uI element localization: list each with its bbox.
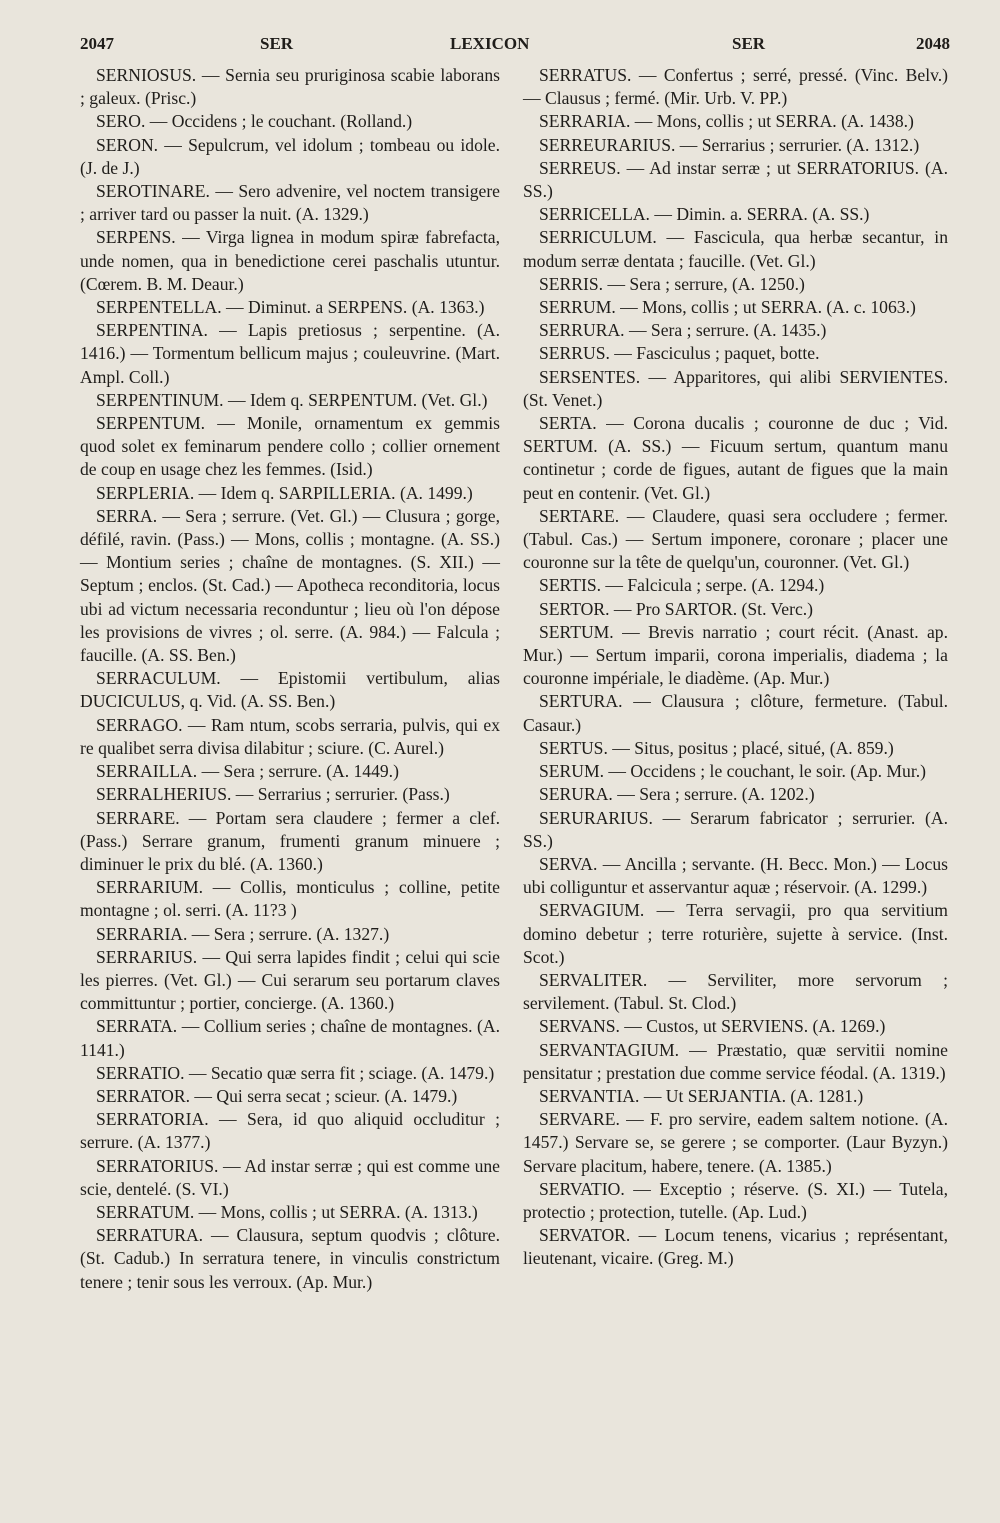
entry: SERTARE. — Claudere, quasi sera occludere ; fermer. (Tabul. Cas.) — Sertum imponere, coronare ; placer une couronne sur la tête de quelqu'un, couronner. (Vet. Gl.): [523, 505, 948, 573]
entry: SERTA. — Corona ducalis ; couronne de duc ; Vid. SERTUM. (A. SS.) — Ficuum sertum, quantum manu continetur ; corde de figues, autant de figues que la main peut en contenir. (Vet. Gl.): [523, 413, 948, 503]
entry: SERVATOR. — Locum tenens, vicarius ; représentant, lieutenant, vicaire. (Greg. M.): [523, 1225, 948, 1269]
entry: SERREUS. — Ad instar serræ ; ut SERRATORIUS. (A. SS.): [523, 157, 948, 202]
entry: SERPENTELLA. — Diminut. a SERPENS. (A. 1363.): [96, 297, 485, 318]
entry: SERRIS. — Sera ; serrure, (A. 1250.): [539, 273, 805, 294]
page-header: [80, 34, 950, 62]
entry: SERPLERIA. — Idem q. SARPILLERIA. (A. 1499.): [96, 482, 473, 503]
entry: SERVALITER. — Serviliter, more servorum ; servilement. (Tabul. St. Clod.): [523, 969, 948, 1014]
entry: SERTUS. — Situs, positus ; placé, situé, (A. 859.): [539, 737, 894, 758]
entry: SERRICULUM. — Fascicula, qua herbæ secantur, in modum serræ dentata ; faucille. (Vet. Gl.): [523, 227, 948, 271]
entry: SERO. — Occidens ; le couchant. (Rolland.): [96, 111, 413, 132]
entry: SERPENS. — Virga lignea in modum spiræ fabrefacta, unde nomen, qua in benedictione cerei paschalis utuntur. (Cœrem. B. M. Deaur.): [80, 227, 500, 294]
center-running-head: LEXICON: [450, 34, 530, 53]
entry: SERRARIA. — Mons, collis ; ut SERRA. (A. 1438.): [539, 111, 914, 132]
entry: SERTIS. — Falcicula ; serpe. (A. 1294.): [539, 575, 825, 596]
entry: SERRATUS. — Confertus ; serré, pressé. (Vinc. Belv.) — Clausus ; fermé. (Mir. Urb. V. PP.): [523, 65, 948, 109]
entry: SERURARIUS. — Serarum fabricator ; serrurier. (A. SS.): [523, 807, 948, 851]
left-page-number: 2047: [80, 34, 114, 53]
entry: SERTUM. — Brevis narratio ; court récit. (Anast. ap. Mur.) — Sertum imparii, corona imperialis, diadema ; la couronne impériale, le diadème. (Ap. Mur.): [523, 621, 948, 689]
entry: SERRALHERIUS. — Serrarius ; serrurier. (Pass.): [96, 784, 450, 805]
entry: SERRUS. — Fasciculus ; paquet, botte.: [539, 343, 820, 364]
entry: SERVANTAGIUM. — Præstatio, quæ servitii nomine pensitatur ; prestation due comme service féodal. (A. 1319.): [523, 1039, 948, 1083]
entry: SERVANTIA. — Ut SERJANTIA. (A. 1281.): [539, 1085, 864, 1106]
entry: SERRATOR. — Qui serra secat ; scieur. (A. 1479.): [96, 1085, 458, 1106]
entry: SERVAGIUM. — Terra servagii, pro qua servitium domino debetur ; terre roturière, sujette à service. (Inst. Scot.): [523, 900, 948, 967]
entry: SERRARIUM. — Collis, monticulus ; colline, petite montagne ; ol. serri. (A. 11?3 ): [80, 877, 500, 921]
entry: SERRARIUS. — Qui serra lapides findit ; celui qui scie les pierres. (Vet. Gl.) — Cui serarum seu portarum claves committuntur ; portier, concierge. (A. 1360.): [80, 946, 500, 1014]
entry: SERRACULUM. — Epistomii vertibulum, alias DUCICULUS, q. Vid. (A. SS. Ben.): [80, 668, 500, 712]
entry: SERRATORIUS. — Ad instar serræ ; qui est comme une scie, dentelé. (S. VI.): [80, 1155, 500, 1199]
right-page-number: 2048: [916, 34, 950, 53]
entry: SERTURA. — Clausura ; clôture, fermeture. (Tabul. Casaur.): [523, 691, 948, 735]
entry: SERRATA. — Collium series ; chaîne de montagnes. (A. 1141.): [80, 1016, 500, 1060]
entry: SERURA. — Sera ; serrure. (A. 1202.): [539, 784, 815, 805]
entry: SERPENTINA. — Lapis pretiosus ; serpentine. (A. 1416.) — Tormentum bellicum majus ; couleuvrine. (Mart. Ampl. Coll.): [80, 320, 500, 387]
entry: SERTOR. — Pro SARTOR. (St. Verc.): [539, 598, 814, 619]
entry: SEROTINARE. — Sero advenire, vel noctem transigere ; arriver tard ou passer la nuit. (A. 1329.): [80, 181, 500, 225]
entry: SERRAGO. — Ram ntum, scobs serraria, pulvis, qui ex re qualibet serra divisa dilabitur ; sciure. (C. Aurel.): [80, 714, 500, 758]
entry: SERRARIA. — Sera ; serrure. (A. 1327.): [96, 923, 390, 944]
right-running-head: SER: [732, 34, 766, 53]
entry: SERON. — Sepulcrum, vel idolum ; tombeau ou idole. (J. de J.): [80, 134, 500, 178]
entry: SERRURA. — Sera ; serrure. (A. 1435.): [539, 320, 827, 341]
right-column: [523, 64, 948, 1271]
entry: SERRATUM. — Mons, collis ; ut SERRA. (A. 1313.): [96, 1201, 478, 1222]
entry: SERRA. — Sera ; serrure. (Vet. Gl.) — Clusura ; gorge, défilé, ravin. (Pass.) — Mons, collis ; montagne. (A. SS.) — Montium series ; chaîne de montagnes. (S. XII.) — Septum ; enclos. (St. Cad.) — Apotheca reconditoria, locus ubi ad victum necessaria reconduntur ; lieu où l'on dépose les provisions de vivres ; ol. serre. (A. 984.) — Falcula ; faucille. (A. SS. Ben.): [80, 505, 500, 666]
entry: SERRICELLA. — Dimin. a. SERRA. (A. SS.): [539, 204, 870, 225]
entry: SERVARE. — F. pro servire, eadem saltem notione. (A. 1457.) Servare se, se gerere ; se comporter. (Laur Byzyn.) Servare placitum, habere, tenere. (A. 1385.): [523, 1109, 948, 1176]
entry: SERPENTUM. — Monile, ornamentum ex gemmis quod solet ex feminarum pendere collo ; collier ornement de coup en usage chez les femmes. (Isid.): [80, 413, 500, 480]
entry: SERVA. — Ancilla ; servante. (H. Becc. Mon.) — Locus ubi colliguntur et asservantur aquæ ; réservoir. (A. 1299.): [523, 853, 948, 898]
entry: SERNIOSUS. — Sernia seu pruriginosa scabie laborans ; galeux. (Prisc.): [80, 65, 500, 109]
entry: SERPENTINUM. — Idem q. SERPENTUM. (Vet. Gl.): [96, 389, 488, 410]
entry: SERRUM. — Mons, collis ; ut SERRA. (A. c. 1063.): [539, 297, 916, 318]
entry: SERVATIO. — Exceptio ; réserve. (S. XI.) — Tutela, protectio ; protection, tutelle. (Ap. Lud.): [523, 1178, 948, 1222]
entry: SERRATIO. — Secatio quæ serra fit ; sciage. (A. 1479.): [96, 1062, 495, 1083]
entry: SERREURARIUS. — Serrarius ; serrurier. (A. 1312.): [539, 134, 920, 155]
entry: SERVANS. — Custos, ut SERVIENS. (A. 1269.): [539, 1016, 886, 1037]
left-running-head: SER: [260, 34, 294, 53]
entry: SERRARE. — Portam sera claudere ; fermer a clef. (Pass.) Serrare granum, frumenti granum minuere ; diminuer le prix du blé. (A. 1360.): [80, 807, 500, 874]
entry: SERSENTES. — Apparitores, qui alibi SERVIENTES. (St. Venet.): [523, 366, 948, 410]
entry: SERRATORIA. — Sera, id quo aliquid occluditur ; serrure. (A. 1377.): [80, 1109, 500, 1153]
entry: SERUM. — Occidens ; le couchant, le soir. (Ap. Mur.): [539, 761, 927, 782]
entry: SERRATURA. — Clausura, septum quodvis ; clôture. (St. Cadub.) In serratura tenere, in vinculis constrictum tenere ; tenir sous les verroux. (Ap. Mur.): [80, 1225, 500, 1292]
entry: SERRAILLA. — Sera ; serrure. (A. 1449.): [96, 761, 399, 782]
left-column: [80, 64, 500, 1294]
